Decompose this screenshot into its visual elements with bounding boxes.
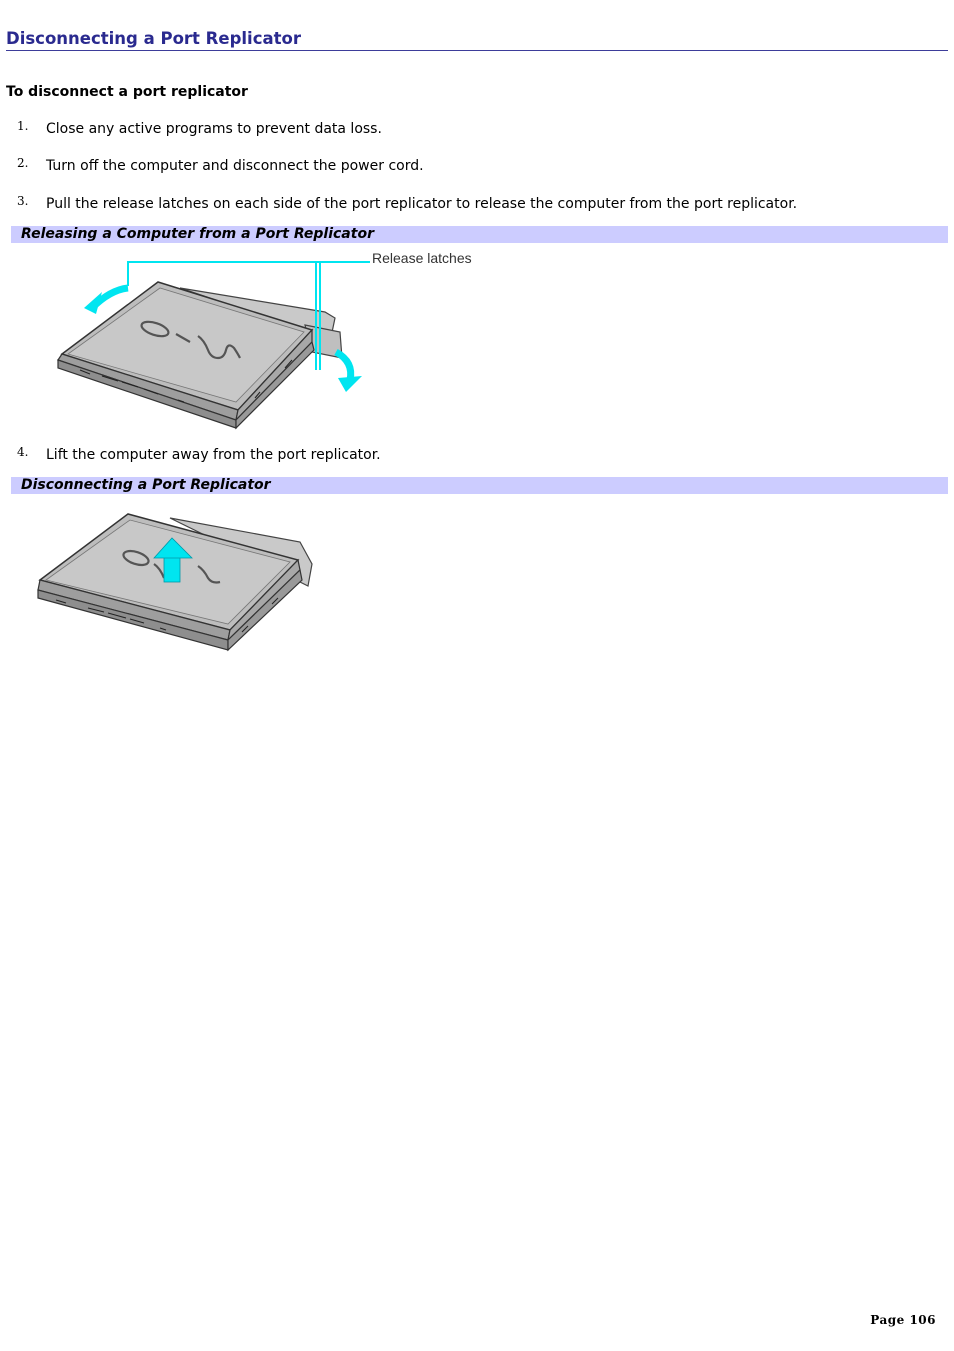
step-number: 4.: [17, 445, 29, 459]
page-number: Page 106: [870, 1313, 936, 1327]
laptop-on-replicator-image: [40, 250, 500, 432]
figure-caption-text: Disconnecting a Port Replicator: [21, 477, 271, 493]
step-text: Turn off the computer and disconnect the power cord.: [46, 158, 424, 174]
step-number: 1.: [17, 119, 29, 133]
page-title: Disconnecting a Port Replicator: [6, 29, 948, 51]
procedure-heading: To disconnect a port replicator: [6, 84, 248, 100]
release-latches-illustration: [40, 250, 500, 432]
step-text: Close any active programs to prevent data loss.: [46, 121, 382, 137]
laptop-lift-image: [30, 506, 330, 662]
step-number: 3.: [17, 194, 29, 208]
step-number: 2.: [17, 156, 29, 170]
step-text: Lift the computer away from the port replicator.: [46, 447, 381, 463]
figure-caption: [11, 226, 948, 243]
figure-caption-text: Releasing a Computer from a Port Replicator: [21, 226, 374, 242]
step-text: Pull the release latches on each side of the port replicator to release the computer from the port replicator.: [46, 196, 798, 212]
lift-computer-illustration: [30, 506, 330, 662]
callout-label: Release latches: [372, 250, 472, 266]
figure-caption: [11, 477, 948, 494]
